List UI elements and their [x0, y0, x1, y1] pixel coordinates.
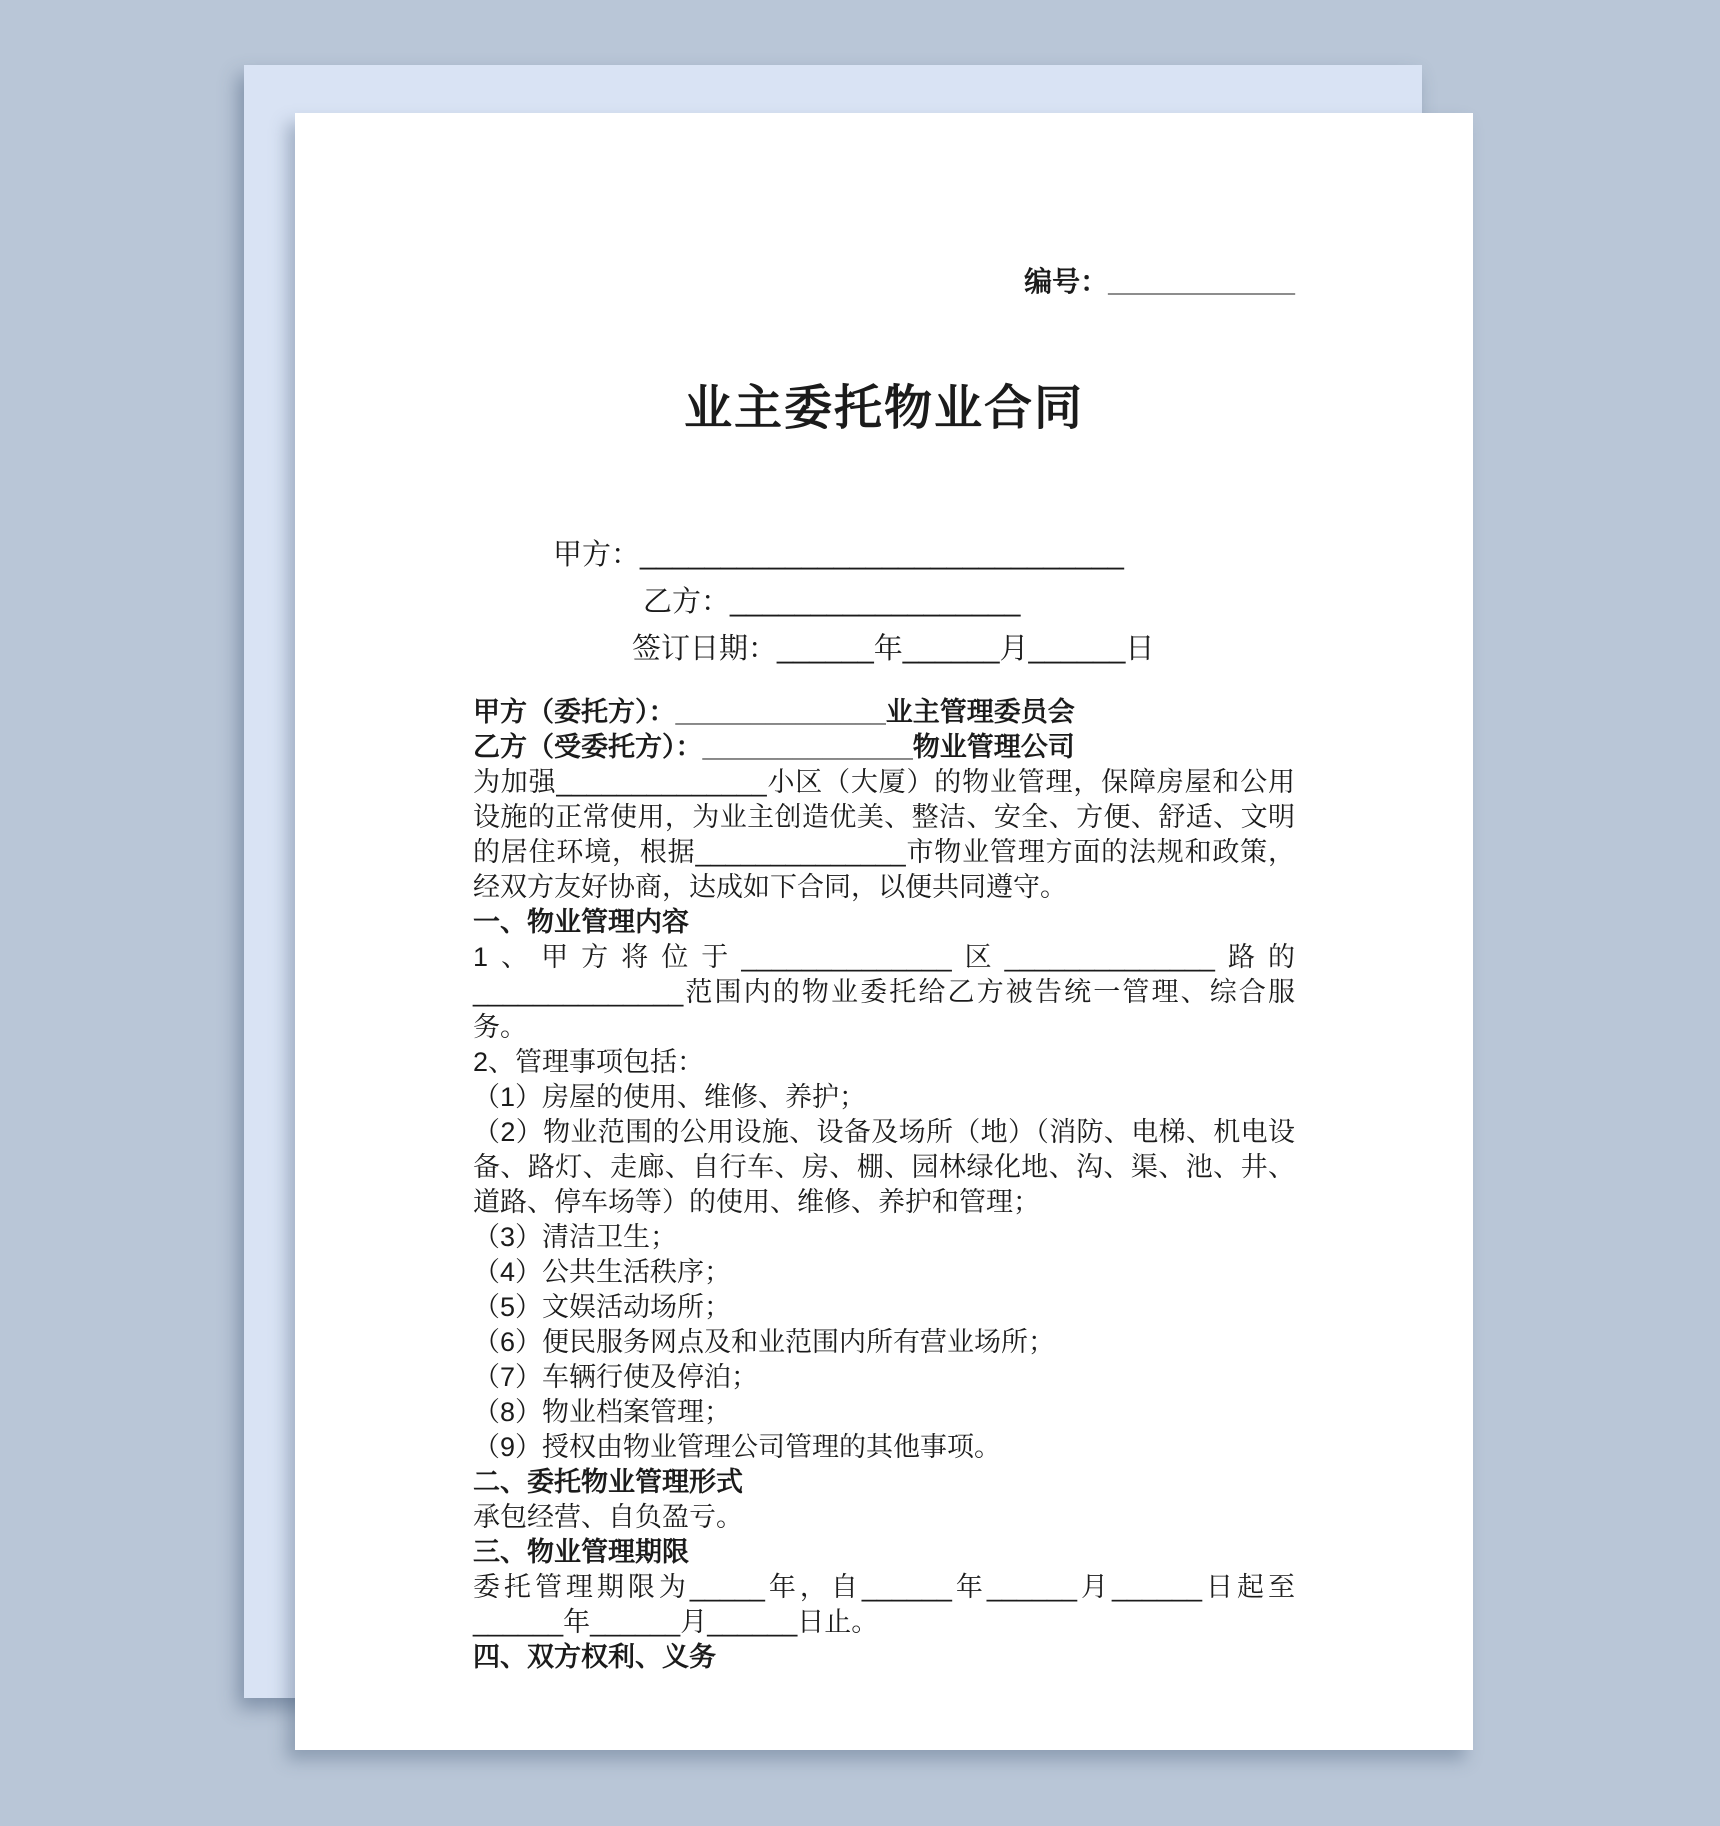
- sign-date-row: [632, 626, 1295, 673]
- item-6: （6）便民服务网点及和业范围内所有营业场所；: [473, 1327, 1056, 1357]
- section-4-heading: 四、双方权利、义务: [473, 1642, 716, 1672]
- party-b-label: 乙方：: [643, 586, 731, 618]
- party-a-label: 甲方：: [553, 539, 641, 571]
- party-b-entrust-line: 乙方（受委托方）：______________物业管理公司: [473, 732, 1075, 762]
- party-b-row: [643, 579, 1295, 626]
- item-4: （4）公共生活秩序；: [473, 1257, 732, 1287]
- clause-3-1: 委托管理期限为_____年，自______年______月______日起至______年______月______日止。: [473, 1572, 1295, 1637]
- party-block: [473, 532, 1295, 673]
- contract-body: [473, 695, 1295, 1675]
- party-a-row: [553, 532, 1295, 579]
- party-a-blank: ______________________________: [640, 539, 1124, 571]
- sign-date-blanks: ______年______月______日: [777, 633, 1155, 665]
- item-8: （8）物业档案管理；: [473, 1397, 732, 1427]
- item-1: （1）房屋的使用、维修、养护；: [473, 1082, 867, 1112]
- doc-title: 业主委托物业合同: [683, 382, 1084, 435]
- preamble-paragraph: 为加强______________小区（大厦）的物业管理，保障房屋和公用设施的正常使用，为业主创造优美、整洁、安全、方便、舒适、文明的居住环境，根据______________市物业管理方面的法规和政策，经双方友好协商，达成如下合同，以便共同遵守。: [473, 767, 1295, 902]
- contract-page: [295, 113, 1473, 1750]
- item-9: （9）授权由物业管理公司管理的其他事项。: [473, 1432, 1002, 1462]
- doc-number-label: 编号：: [1024, 266, 1109, 297]
- clause-1-1: 1、甲方将位于______________区______________路的______________范围内的物业委托给乙方被告统一管理、综合服务。: [473, 942, 1295, 1042]
- section-3-heading: 三、物业管理期限: [473, 1537, 689, 1567]
- doc-number-row: [473, 263, 1295, 301]
- section-2-heading: 二、委托物业管理形式: [473, 1467, 743, 1497]
- doc-number-blank: ____________: [1108, 266, 1295, 297]
- party-a-entrust-line: 甲方（委托方）：______________业主管理委员会: [473, 697, 1075, 727]
- item-3: （3）清洁卫生；: [473, 1222, 678, 1252]
- clause-1-2: 2、管理事项包括：: [473, 1047, 705, 1077]
- item-7: （7）车辆行使及停泊；: [473, 1362, 759, 1392]
- item-5: （5）文娱活动场所；: [473, 1292, 732, 1322]
- party-b-blank: __________________: [730, 586, 1021, 618]
- sign-date-label: 签订日期：: [632, 633, 778, 665]
- section-1-heading: 一、物业管理内容: [473, 907, 689, 937]
- item-2: （2）物业范围的公用设施、设备及场所（地）（消防、电梯、机电设备、路灯、走廊、自行车、房、棚、园林绿化地、沟、渠、池、井、道路、停车场等）的使用、维修、养护和管理；: [473, 1117, 1295, 1217]
- clause-2-1: 承包经营、自负盈亏。: [473, 1502, 743, 1532]
